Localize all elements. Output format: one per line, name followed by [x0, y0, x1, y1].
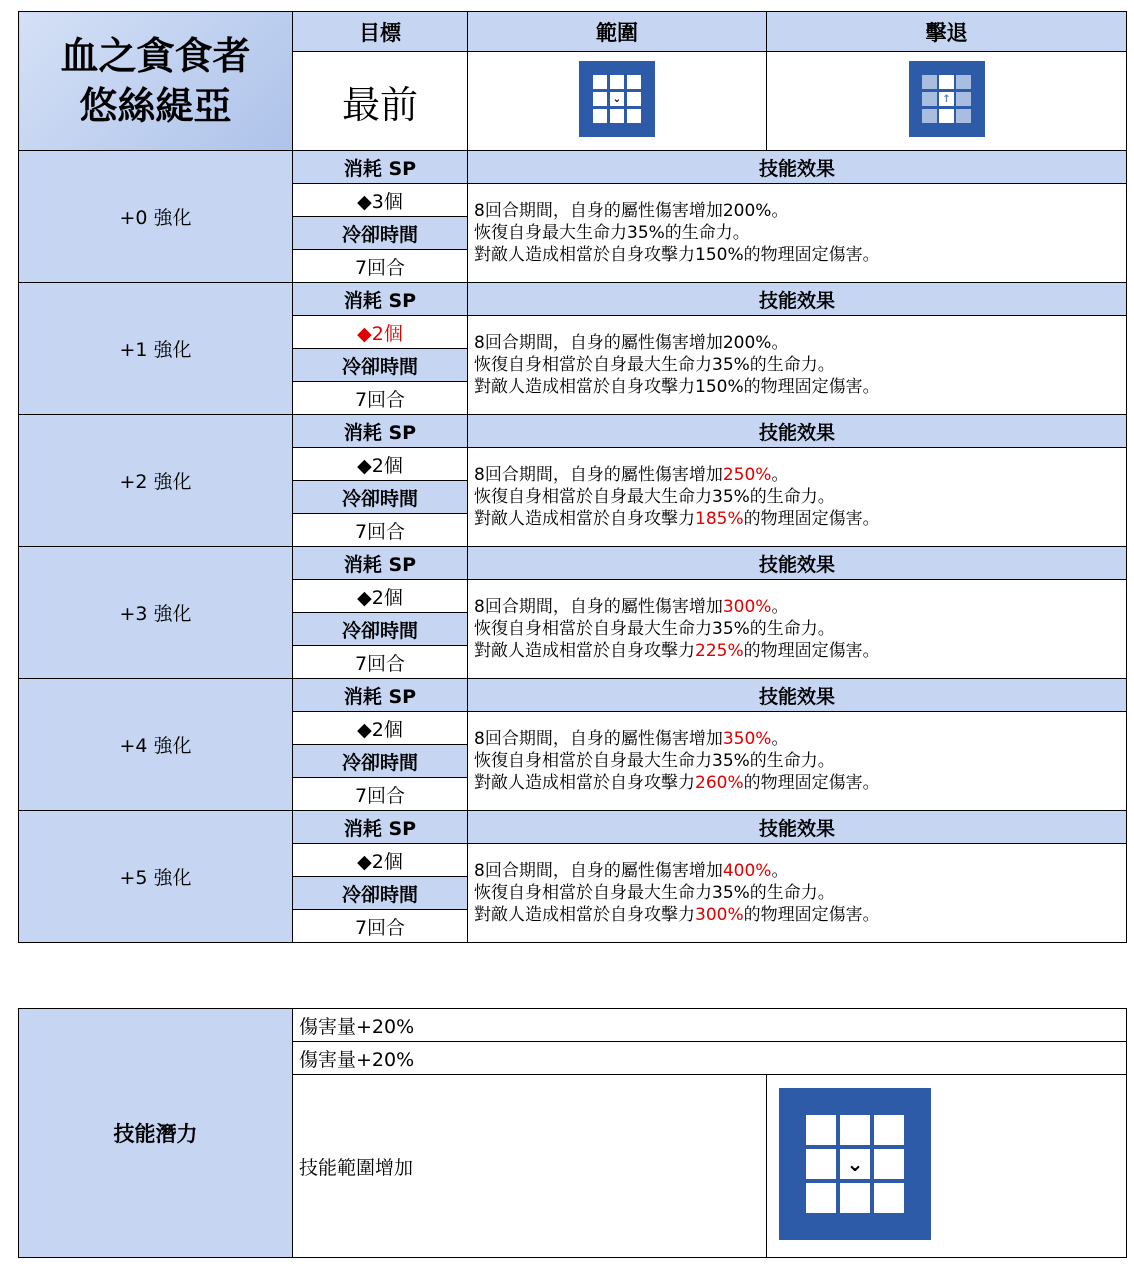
effect-line: 恢復自身相當於自身最大生命力35%的生命力。 [474, 751, 835, 771]
effect-line: 對敵人造成相當於自身攻擊力300%的物理固定傷害。 [474, 905, 880, 925]
level-label: +2 強化 [19, 415, 293, 547]
sp-value: ◆2個 [293, 316, 468, 349]
effect-line: 恢復自身相當於自身最大生命力35%的生命力。 [474, 355, 835, 375]
effect-line: 8回合期間，自身的屬性傷害增加200%。 [474, 333, 789, 353]
sp-header: 消耗 SP [293, 811, 468, 844]
effect-text [468, 448, 1127, 547]
potential-row-1: 傷害量+20% [293, 1009, 1127, 1042]
effect-line: 對敵人造成相當於自身攻擊力150%的物理固定傷害。 [474, 245, 880, 265]
cooldown-header: 冷卻時間 [293, 481, 468, 514]
knockback-icon-cell [767, 52, 1127, 151]
effect-line: 8回合期間，自身的屬性傷害增加350%。 [474, 729, 789, 749]
potential-row-2: 傷害量+20% [293, 1042, 1127, 1075]
effect-text [468, 580, 1127, 679]
effect-value: 225% [695, 641, 744, 661]
effect-value: 300% [722, 597, 772, 617]
cooldown-header: 冷卻時間 [293, 349, 468, 382]
potential-table [18, 1008, 1127, 1258]
effect-text [468, 844, 1127, 943]
effect-value: 300% [695, 905, 744, 925]
effect-line: 恢復自身相當於自身最大生命力35%的生命力。 [474, 883, 835, 903]
potential-label: 技能潛力 [19, 1009, 293, 1258]
skill-table [18, 11, 1127, 943]
cooldown-header: 冷卻時間 [293, 217, 468, 250]
effect-line: 8回合期間，自身的屬性傷害增加250%。 [474, 465, 789, 485]
effect-value: 250% [722, 465, 772, 485]
effect-header: 技能效果 [468, 679, 1127, 712]
level-label: +3 強化 [19, 547, 293, 679]
level-label: +5 強化 [19, 811, 293, 943]
cooldown-value: 7回合 [293, 778, 468, 811]
cooldown-value: 7回合 [293, 250, 468, 283]
target-value: 最前 [293, 52, 468, 151]
cooldown-header: 冷卻時間 [293, 613, 468, 646]
level-label: +0 強化 [19, 151, 293, 283]
cooldown-header: 冷卻時間 [293, 877, 468, 910]
target-header: 目標 [293, 12, 468, 52]
sp-header: 消耗 SP [293, 415, 468, 448]
grid-column-arrow-up-icon: ↑ [909, 61, 985, 137]
grid-3x3-check-icon: ⌄ [579, 61, 655, 137]
grid-3x3-check-icon: ⌄ [779, 1088, 931, 1240]
range-header: 範圍 [468, 12, 767, 52]
range-icon-cell [468, 52, 767, 151]
effect-line: 8回合期間，自身的屬性傷害增加400%。 [474, 861, 789, 881]
character-name-line1: 血之貪食者 [60, 34, 251, 78]
cooldown-value: 7回合 [293, 646, 468, 679]
sp-header: 消耗 SP [293, 151, 468, 184]
effect-line: 對敵人造成相當於自身攻擊力260%的物理固定傷害。 [474, 773, 880, 793]
effect-header: 技能效果 [468, 415, 1127, 448]
effect-header: 技能效果 [468, 811, 1127, 844]
effect-value: 185% [695, 509, 744, 529]
sp-header: 消耗 SP [293, 283, 468, 316]
effect-line: 恢復自身最大生命力35%的生命力。 [474, 223, 750, 243]
sp-value: ◆2個 [293, 580, 468, 613]
level-label: +4 強化 [19, 679, 293, 811]
sp-header: 消耗 SP [293, 679, 468, 712]
effect-line: 對敵人造成相當於自身攻擊力225%的物理固定傷害。 [474, 641, 880, 661]
potential-icon-cell [767, 1075, 1127, 1258]
effect-line: 對敵人造成相當於自身攻擊力150%的物理固定傷害。 [474, 377, 880, 397]
cooldown-value: 7回合 [293, 382, 468, 415]
effect-line: 恢復自身相當於自身最大生命力35%的生命力。 [474, 487, 835, 507]
effect-line: 恢復自身相當於自身最大生命力35%的生命力。 [474, 619, 835, 639]
effect-text [468, 184, 1127, 283]
effect-header: 技能效果 [468, 283, 1127, 316]
knockback-header: 擊退 [767, 12, 1127, 52]
effect-value: 150% [695, 245, 744, 265]
effect-value: 260% [695, 773, 744, 793]
effect-header: 技能效果 [468, 547, 1127, 580]
effect-value: 400% [722, 861, 772, 881]
cooldown-value: 7回合 [293, 910, 468, 943]
effect-value: 200% [722, 201, 772, 221]
effect-value: 200% [722, 333, 772, 353]
sp-value: ◆3個 [293, 184, 468, 217]
effect-text [468, 316, 1127, 415]
sp-header: 消耗 SP [293, 547, 468, 580]
effect-text [468, 712, 1127, 811]
level-label: +1 強化 [19, 283, 293, 415]
effect-line: 對敵人造成相當於自身攻擊力185%的物理固定傷害。 [474, 509, 880, 529]
effect-value: 350% [722, 729, 772, 749]
cooldown-header: 冷卻時間 [293, 745, 468, 778]
cooldown-value: 7回合 [293, 514, 468, 547]
effect-line: 8回合期間，自身的屬性傷害增加200%。 [474, 201, 789, 221]
sp-value: ◆2個 [293, 448, 468, 481]
sp-value: ◆2個 [293, 712, 468, 745]
effect-line: 8回合期間，自身的屬性傷害增加300%。 [474, 597, 789, 617]
potential-row-3: 技能範圍增加 [293, 1075, 767, 1258]
character-name-line2: 悠絲緹亞 [79, 84, 232, 128]
effect-header: 技能效果 [468, 151, 1127, 184]
sp-value: ◆2個 [293, 844, 468, 877]
effect-value: 150% [695, 377, 744, 397]
character-name-cell [19, 12, 293, 151]
